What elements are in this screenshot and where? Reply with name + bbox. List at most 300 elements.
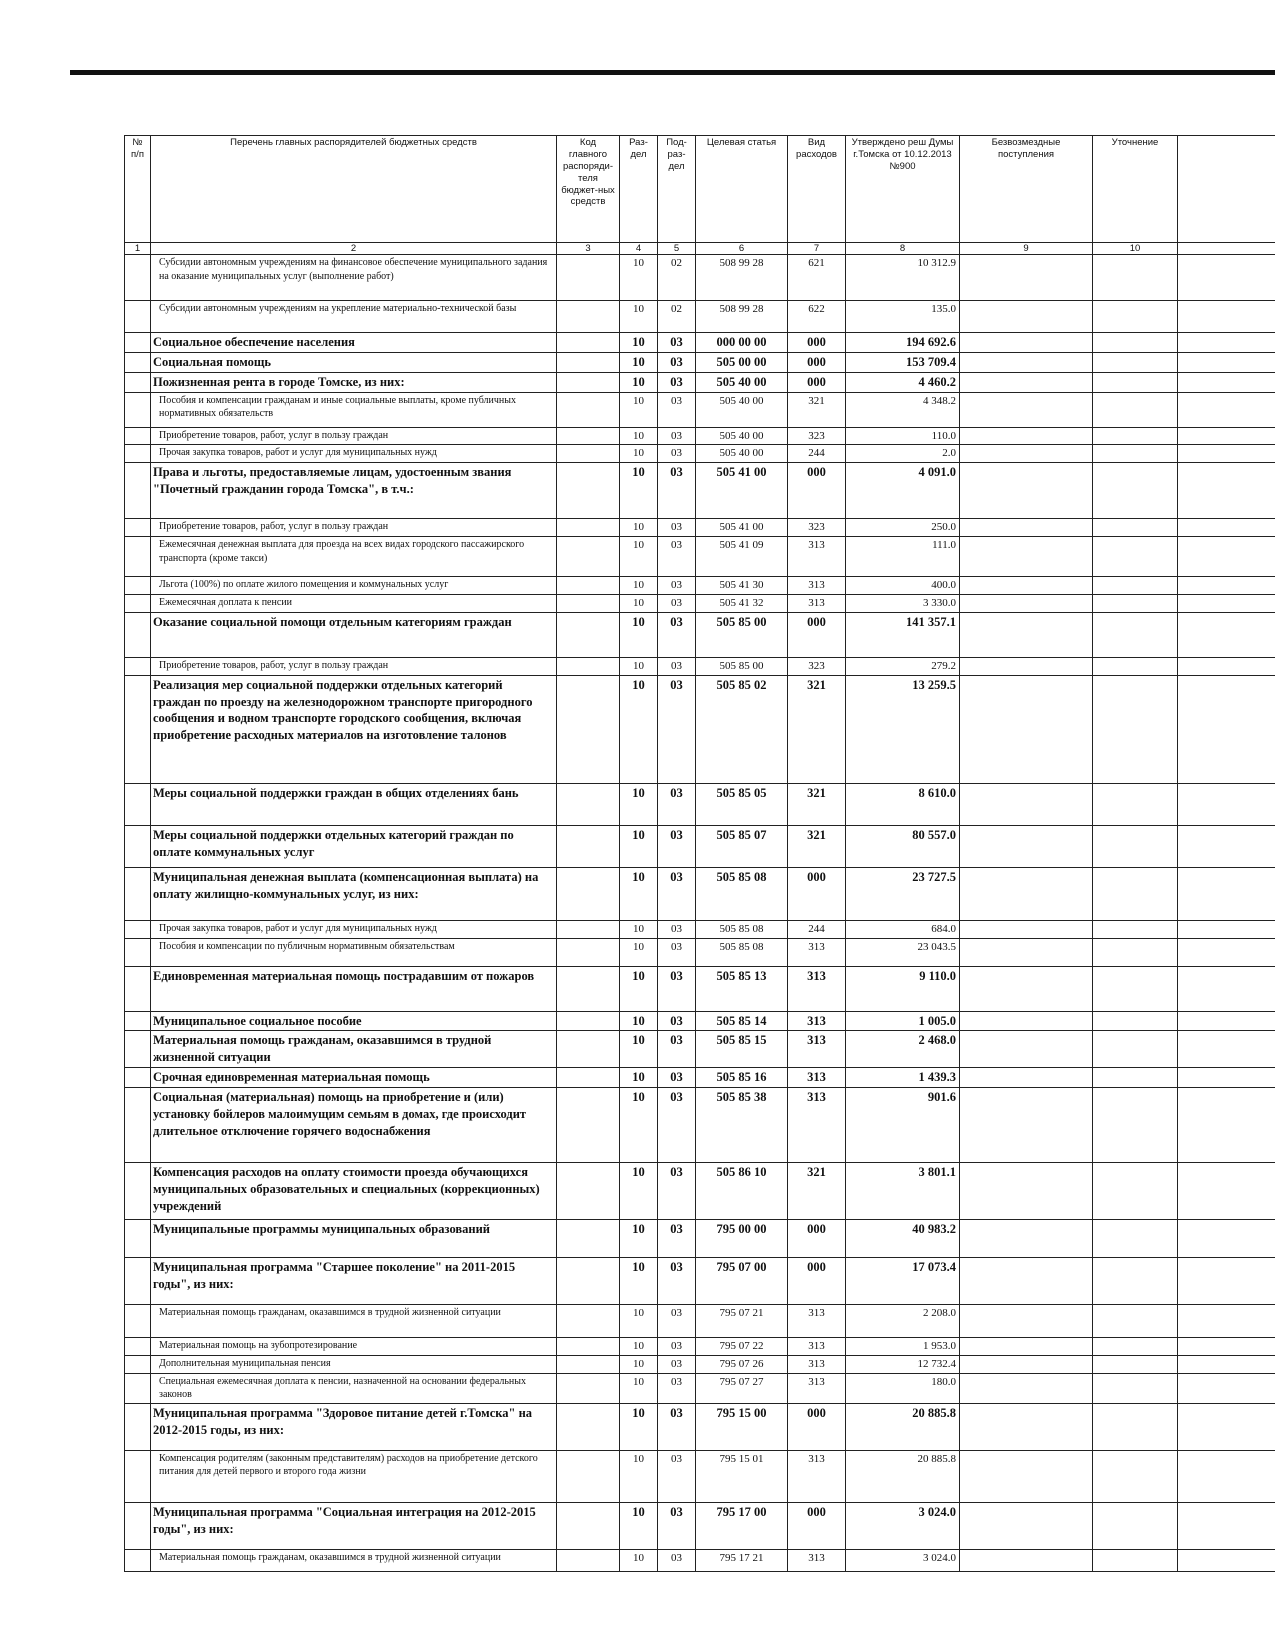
row-num-cell <box>125 657 151 675</box>
row-article-cell: 795 07 00 <box>696 1258 788 1305</box>
row-amount-cell: 3 024.0 <box>846 1502 960 1549</box>
row-razdel-cell: 10 <box>620 867 658 920</box>
row-gratuitous-cell <box>960 463 1093 519</box>
row-vid-cell: 000 <box>788 352 846 372</box>
row-article-cell: 505 85 14 <box>696 1011 788 1031</box>
row-amount-cell: 23 043.5 <box>846 938 960 966</box>
table-row <box>125 1502 1275 1549</box>
table-row <box>125 1450 1275 1502</box>
row-amount-cell: 2 468.0 <box>846 1031 960 1068</box>
table-row <box>125 657 1275 675</box>
row-podrazdel-cell: 03 <box>658 352 696 372</box>
row-gratuitous-cell <box>960 352 1093 372</box>
row-code-cell <box>557 519 620 537</box>
row-podrazdel-cell: 03 <box>658 1163 696 1220</box>
row-name-cell: Компенсация родителям (законным представителям) расходов на приобретение детского питания для детей первого и второго года жизни <box>151 1450 557 1502</box>
row-amount-cell: 13 259.5 <box>846 675 960 783</box>
row-code-cell <box>557 392 620 427</box>
row-gratuitous-cell <box>960 1549 1093 1571</box>
row-gratuitous-cell <box>960 867 1093 920</box>
row-amount-cell: 1 005.0 <box>846 1011 960 1031</box>
row-name-cell: Муниципальная денежная выплата (компенсационная выплата) на оплату жилищно-коммунальных услуг, из них: <box>151 867 557 920</box>
row-amount-cell: 20 885.8 <box>846 1403 960 1450</box>
row-podrazdel-cell: 03 <box>658 1088 696 1163</box>
row-code-cell <box>557 1258 620 1305</box>
row-code-cell <box>557 1450 620 1502</box>
row-amount-cell: 8 610.0 <box>846 783 960 825</box>
row-amount-cell: 12 732.4 <box>846 1355 960 1373</box>
table-row <box>125 1355 1275 1373</box>
row-code-cell <box>557 938 620 966</box>
row-podrazdel-cell: 03 <box>658 519 696 537</box>
row-code-cell <box>557 612 620 657</box>
row-podrazdel-cell: 03 <box>658 463 696 519</box>
row-razdel-cell: 10 <box>620 1031 658 1068</box>
row-podrazdel-cell: 02 <box>658 301 696 333</box>
row-article-cell: 505 86 10 <box>696 1163 788 1220</box>
row-extra-cell <box>1178 1450 1275 1502</box>
row-num-cell <box>125 333 151 353</box>
row-num-cell <box>125 427 151 445</box>
row-gratuitous-cell <box>960 445 1093 463</box>
row-clarification-cell <box>1093 1305 1178 1338</box>
row-clarification-cell <box>1093 1163 1178 1220</box>
row-num-cell <box>125 595 151 613</box>
header-expense-type: Вид расходов <box>788 136 846 243</box>
row-code-cell <box>557 577 620 595</box>
row-num-cell <box>125 867 151 920</box>
row-clarification-cell <box>1093 1403 1178 1450</box>
row-podrazdel-cell: 03 <box>658 1031 696 1068</box>
row-article-cell: 505 00 00 <box>696 352 788 372</box>
row-podrazdel-cell: 03 <box>658 783 696 825</box>
row-name-cell: Оказание социальной помощи отдельным категориям граждан <box>151 612 557 657</box>
row-num-cell <box>125 1502 151 1549</box>
row-code-cell <box>557 255 620 301</box>
table-row <box>125 1549 1275 1571</box>
table-row <box>125 1220 1275 1258</box>
row-vid-cell: 000 <box>788 1403 846 1450</box>
row-podrazdel-cell: 03 <box>658 1403 696 1450</box>
row-extra-cell <box>1178 255 1275 301</box>
row-name-cell: Меры социальной поддержки граждан в общих отделениях бань <box>151 783 557 825</box>
row-vid-cell: 000 <box>788 463 846 519</box>
row-code-cell <box>557 1031 620 1068</box>
row-gratuitous-cell <box>960 1338 1093 1356</box>
row-clarification-cell <box>1093 657 1178 675</box>
row-name-cell: Субсидии автономным учреждениям на укрепление материально-технической базы <box>151 301 557 333</box>
row-extra-cell <box>1178 920 1275 938</box>
row-num-cell <box>125 920 151 938</box>
row-gratuitous-cell <box>960 1220 1093 1258</box>
header-subsection: Под-раз-дел <box>658 136 696 243</box>
row-extra-cell <box>1178 1163 1275 1220</box>
row-article-cell: 505 85 08 <box>696 920 788 938</box>
row-clarification-cell <box>1093 1220 1178 1258</box>
table-row <box>125 1011 1275 1031</box>
row-gratuitous-cell <box>960 783 1093 825</box>
row-code-cell <box>557 675 620 783</box>
row-code-cell <box>557 1502 620 1549</box>
header-section: Раз-дел <box>620 136 658 243</box>
row-podrazdel-cell: 02 <box>658 255 696 301</box>
row-clarification-cell <box>1093 427 1178 445</box>
row-article-cell: 505 41 00 <box>696 463 788 519</box>
row-code-cell <box>557 1068 620 1088</box>
row-amount-cell: 40 983.2 <box>846 1220 960 1258</box>
row-gratuitous-cell <box>960 301 1093 333</box>
row-amount-cell: 23 727.5 <box>846 867 960 920</box>
row-podrazdel-cell: 03 <box>658 657 696 675</box>
row-article-cell: 795 15 01 <box>696 1450 788 1502</box>
row-razdel-cell: 10 <box>620 1305 658 1338</box>
row-razdel-cell: 10 <box>620 1220 658 1258</box>
row-article-cell: 505 41 00 <box>696 519 788 537</box>
row-amount-cell: 80 557.0 <box>846 825 960 867</box>
row-razdel-cell: 10 <box>620 577 658 595</box>
row-extra-cell <box>1178 1031 1275 1068</box>
row-clarification-cell <box>1093 1068 1178 1088</box>
row-podrazdel-cell: 03 <box>658 938 696 966</box>
row-gratuitous-cell <box>960 1502 1093 1549</box>
row-clarification-cell <box>1093 825 1178 867</box>
row-code-cell <box>557 783 620 825</box>
row-amount-cell: 2.0 <box>846 445 960 463</box>
row-gratuitous-cell <box>960 595 1093 613</box>
row-razdel-cell: 10 <box>620 1163 658 1220</box>
row-clarification-cell <box>1093 1031 1178 1068</box>
row-gratuitous-cell <box>960 938 1093 966</box>
row-razdel-cell: 10 <box>620 1403 658 1450</box>
row-podrazdel-cell: 03 <box>658 1373 696 1403</box>
row-name-cell: Социальное обеспечение населения <box>151 333 557 353</box>
row-clarification-cell <box>1093 675 1178 783</box>
top-rule <box>70 70 1275 75</box>
row-razdel-cell: 10 <box>620 966 658 1011</box>
row-clarification-cell <box>1093 612 1178 657</box>
row-vid-cell: 323 <box>788 427 846 445</box>
column-number: 3 <box>557 243 620 255</box>
row-vid-cell: 313 <box>788 1355 846 1373</box>
row-amount-cell: 1 439.3 <box>846 1068 960 1088</box>
row-extra-cell <box>1178 372 1275 392</box>
table-row <box>125 675 1275 783</box>
row-clarification-cell <box>1093 783 1178 825</box>
row-article-cell: 505 85 16 <box>696 1068 788 1088</box>
row-code-cell <box>557 427 620 445</box>
row-clarification-cell <box>1093 1549 1178 1571</box>
row-name-cell: Пособия и компенсации гражданам и иные социальные выплаты, кроме публичных нормативных обязательств <box>151 392 557 427</box>
row-podrazdel-cell: 03 <box>658 1450 696 1502</box>
row-article-cell: 505 85 08 <box>696 938 788 966</box>
row-num-cell <box>125 938 151 966</box>
row-gratuitous-cell <box>960 1068 1093 1088</box>
row-amount-cell: 3 801.1 <box>846 1163 960 1220</box>
row-name-cell: Социальная помощь <box>151 352 557 372</box>
row-num-cell <box>125 1450 151 1502</box>
table-row <box>125 920 1275 938</box>
column-number-row <box>125 243 1275 255</box>
row-vid-cell: 313 <box>788 1031 846 1068</box>
row-extra-cell <box>1178 537 1275 577</box>
row-podrazdel-cell: 03 <box>658 595 696 613</box>
row-extra-cell <box>1178 445 1275 463</box>
table-row <box>125 372 1275 392</box>
table-row <box>125 392 1275 427</box>
row-name-cell: Приобретение товаров, работ, услуг в пользу граждан <box>151 657 557 675</box>
row-name-cell: Муниципальная программа "Старшее поколение" на 2011-2015 годы", из них: <box>151 1258 557 1305</box>
row-name-cell: Срочная единовременная материальная помощь <box>151 1068 557 1088</box>
header-target: Целевая статья <box>696 136 788 243</box>
table-row <box>125 1373 1275 1403</box>
row-vid-cell: 321 <box>788 1163 846 1220</box>
row-article-cell: 508 99 28 <box>696 255 788 301</box>
header-name: Перечень главных распорядителей бюджетных средств <box>151 136 557 243</box>
row-num-cell <box>125 783 151 825</box>
row-razdel-cell: 10 <box>620 519 658 537</box>
row-amount-cell: 110.0 <box>846 427 960 445</box>
row-num-cell <box>125 1258 151 1305</box>
row-razdel-cell: 10 <box>620 333 658 353</box>
row-name-cell: Муниципальная программа "Здоровое питание детей г.Томска" на 2012-2015 годы, из них: <box>151 1403 557 1450</box>
row-clarification-cell <box>1093 352 1178 372</box>
row-article-cell: 505 40 00 <box>696 445 788 463</box>
row-clarification-cell <box>1093 333 1178 353</box>
row-amount-cell: 9 110.0 <box>846 966 960 1011</box>
budget-table <box>124 135 1275 1572</box>
row-podrazdel-cell: 03 <box>658 966 696 1011</box>
row-gratuitous-cell <box>960 577 1093 595</box>
row-extra-cell <box>1178 577 1275 595</box>
row-vid-cell: 244 <box>788 445 846 463</box>
row-vid-cell: 313 <box>788 1011 846 1031</box>
row-vid-cell: 313 <box>788 595 846 613</box>
table-row <box>125 612 1275 657</box>
table-row <box>125 1031 1275 1068</box>
row-gratuitous-cell <box>960 1163 1093 1220</box>
row-amount-cell: 4 091.0 <box>846 463 960 519</box>
row-article-cell: 505 85 08 <box>696 867 788 920</box>
row-clarification-cell <box>1093 938 1178 966</box>
row-podrazdel-cell: 03 <box>658 1258 696 1305</box>
row-name-cell: Ежемесячная доплата к пенсии <box>151 595 557 613</box>
row-vid-cell: 313 <box>788 1338 846 1356</box>
row-razdel-cell: 10 <box>620 938 658 966</box>
table-row <box>125 1258 1275 1305</box>
row-vid-cell: 000 <box>788 372 846 392</box>
row-clarification-cell <box>1093 255 1178 301</box>
row-extra-cell <box>1178 1549 1275 1571</box>
row-article-cell: 505 85 00 <box>696 612 788 657</box>
row-podrazdel-cell: 03 <box>658 675 696 783</box>
row-extra-cell <box>1178 595 1275 613</box>
row-num-cell <box>125 1305 151 1338</box>
row-amount-cell: 3 024.0 <box>846 1549 960 1571</box>
row-razdel-cell: 10 <box>620 1011 658 1031</box>
row-extra-cell <box>1178 1338 1275 1356</box>
row-clarification-cell <box>1093 372 1178 392</box>
row-code-cell <box>557 1220 620 1258</box>
row-gratuitous-cell <box>960 392 1093 427</box>
row-podrazdel-cell: 03 <box>658 372 696 392</box>
row-num-cell <box>125 301 151 333</box>
row-extra-cell <box>1178 352 1275 372</box>
row-name-cell: Прочая закупка товаров, работ и услуг для муниципальных нужд <box>151 920 557 938</box>
row-clarification-cell <box>1093 1450 1178 1502</box>
row-vid-cell: 000 <box>788 1258 846 1305</box>
row-razdel-cell: 10 <box>620 657 658 675</box>
header-gratuitous: Безвозмездные поступления <box>960 136 1093 243</box>
row-article-cell: 505 41 32 <box>696 595 788 613</box>
row-num-cell <box>125 537 151 577</box>
row-gratuitous-cell <box>960 1403 1093 1450</box>
row-num-cell <box>125 966 151 1011</box>
table-body <box>125 255 1275 1572</box>
row-vid-cell: 313 <box>788 938 846 966</box>
row-extra-cell <box>1178 1258 1275 1305</box>
row-clarification-cell <box>1093 920 1178 938</box>
row-clarification-cell <box>1093 577 1178 595</box>
row-gratuitous-cell <box>960 1011 1093 1031</box>
row-num-cell <box>125 1088 151 1163</box>
row-podrazdel-cell: 03 <box>658 1068 696 1088</box>
row-name-cell: Права и льготы, предоставляемые лицам, удостоенным звания "Почетный гражданин города Томска", в т.ч.: <box>151 463 557 519</box>
row-num-cell <box>125 392 151 427</box>
row-gratuitous-cell <box>960 657 1093 675</box>
row-code-cell <box>557 1355 620 1373</box>
row-gratuitous-cell <box>960 255 1093 301</box>
column-number: 8 <box>846 243 960 255</box>
row-article-cell: 505 40 00 <box>696 372 788 392</box>
row-gratuitous-cell <box>960 612 1093 657</box>
row-article-cell: 505 85 13 <box>696 966 788 1011</box>
row-razdel-cell: 10 <box>620 445 658 463</box>
row-razdel-cell: 10 <box>620 825 658 867</box>
row-amount-cell: 279.2 <box>846 657 960 675</box>
row-num-cell <box>125 372 151 392</box>
row-vid-cell: 000 <box>788 867 846 920</box>
row-amount-cell: 901.6 <box>846 1088 960 1163</box>
table-row <box>125 825 1275 867</box>
row-clarification-cell <box>1093 1355 1178 1373</box>
row-gratuitous-cell <box>960 1088 1093 1163</box>
row-code-cell <box>557 333 620 353</box>
row-podrazdel-cell: 03 <box>658 537 696 577</box>
row-gratuitous-cell <box>960 427 1093 445</box>
column-number: 6 <box>696 243 788 255</box>
row-clarification-cell <box>1093 1338 1178 1356</box>
row-podrazdel-cell: 03 <box>658 1011 696 1031</box>
table-row <box>125 463 1275 519</box>
row-podrazdel-cell: 03 <box>658 612 696 657</box>
row-vid-cell: 313 <box>788 1088 846 1163</box>
row-code-cell <box>557 352 620 372</box>
row-num-cell <box>125 577 151 595</box>
row-name-cell: Муниципальная программа "Социальная интеграция на 2012-2015 годы", из них: <box>151 1502 557 1549</box>
row-razdel-cell: 10 <box>620 392 658 427</box>
row-name-cell: Социальная (материальная) помощь на приобретение и (или) установку бойлеров малоимущим семьям в домах, где происходит длительное отключение горячего водоснабжения <box>151 1088 557 1163</box>
row-num-cell <box>125 1220 151 1258</box>
row-article-cell: 508 99 28 <box>696 301 788 333</box>
row-article-cell: 505 41 09 <box>696 537 788 577</box>
row-num-cell <box>125 675 151 783</box>
row-article-cell: 000 00 00 <box>696 333 788 353</box>
row-article-cell: 505 85 00 <box>696 657 788 675</box>
row-razdel-cell: 10 <box>620 1088 658 1163</box>
row-name-cell: Пособия и компенсации по публичным нормативным обязательствам <box>151 938 557 966</box>
table-row <box>125 255 1275 301</box>
row-num-cell <box>125 352 151 372</box>
row-num-cell <box>125 612 151 657</box>
row-vid-cell: 000 <box>788 333 846 353</box>
row-code-cell <box>557 537 620 577</box>
row-vid-cell: 000 <box>788 1220 846 1258</box>
row-code-cell <box>557 445 620 463</box>
row-name-cell: Меры социальной поддержки отдельных категорий граждан по оплате коммунальных услуг <box>151 825 557 867</box>
row-extra-cell <box>1178 1373 1275 1403</box>
row-gratuitous-cell <box>960 1305 1093 1338</box>
row-podrazdel-cell: 03 <box>658 392 696 427</box>
row-code-cell <box>557 1549 620 1571</box>
row-amount-cell: 2 208.0 <box>846 1305 960 1338</box>
row-article-cell: 795 07 21 <box>696 1305 788 1338</box>
row-num-cell <box>125 825 151 867</box>
row-extra-cell <box>1178 825 1275 867</box>
row-extra-cell <box>1178 1088 1275 1163</box>
row-vid-cell: 323 <box>788 657 846 675</box>
table-row <box>125 1403 1275 1450</box>
row-clarification-cell <box>1093 301 1178 333</box>
row-amount-cell: 153 709.4 <box>846 352 960 372</box>
row-clarification-cell <box>1093 392 1178 427</box>
row-gratuitous-cell <box>960 333 1093 353</box>
row-gratuitous-cell <box>960 825 1093 867</box>
row-vid-cell: 313 <box>788 537 846 577</box>
table-row <box>125 301 1275 333</box>
row-extra-cell <box>1178 612 1275 657</box>
row-num-cell <box>125 1031 151 1068</box>
table-row <box>125 333 1275 353</box>
row-podrazdel-cell: 03 <box>658 577 696 595</box>
row-vid-cell: 313 <box>788 1068 846 1088</box>
row-extra-cell <box>1178 966 1275 1011</box>
row-extra-cell <box>1178 675 1275 783</box>
row-clarification-cell <box>1093 519 1178 537</box>
row-extra-cell <box>1178 463 1275 519</box>
row-name-cell: Пожизненная рента в городе Томске, из них: <box>151 372 557 392</box>
row-clarification-cell <box>1093 1502 1178 1549</box>
row-name-cell: Прочая закупка товаров, работ и услуг для муниципальных нужд <box>151 445 557 463</box>
row-amount-cell: 3 330.0 <box>846 595 960 613</box>
row-num-cell <box>125 1068 151 1088</box>
column-number: 4 <box>620 243 658 255</box>
row-num-cell <box>125 1549 151 1571</box>
row-extra-cell <box>1178 392 1275 427</box>
row-num-cell <box>125 255 151 301</box>
row-vid-cell: 321 <box>788 675 846 783</box>
row-name-cell: Специальная ежемесячная доплата к пенсии, назначенной на основании федеральных законов <box>151 1373 557 1403</box>
column-number: 10 <box>1093 243 1178 255</box>
row-article-cell: 505 41 30 <box>696 577 788 595</box>
row-amount-cell: 4 348.2 <box>846 392 960 427</box>
table-row <box>125 595 1275 613</box>
row-vid-cell: 313 <box>788 966 846 1011</box>
column-number: 1 <box>125 243 151 255</box>
table-row <box>125 519 1275 537</box>
table-row <box>125 537 1275 577</box>
row-code-cell <box>557 1163 620 1220</box>
row-podrazdel-cell: 03 <box>658 333 696 353</box>
